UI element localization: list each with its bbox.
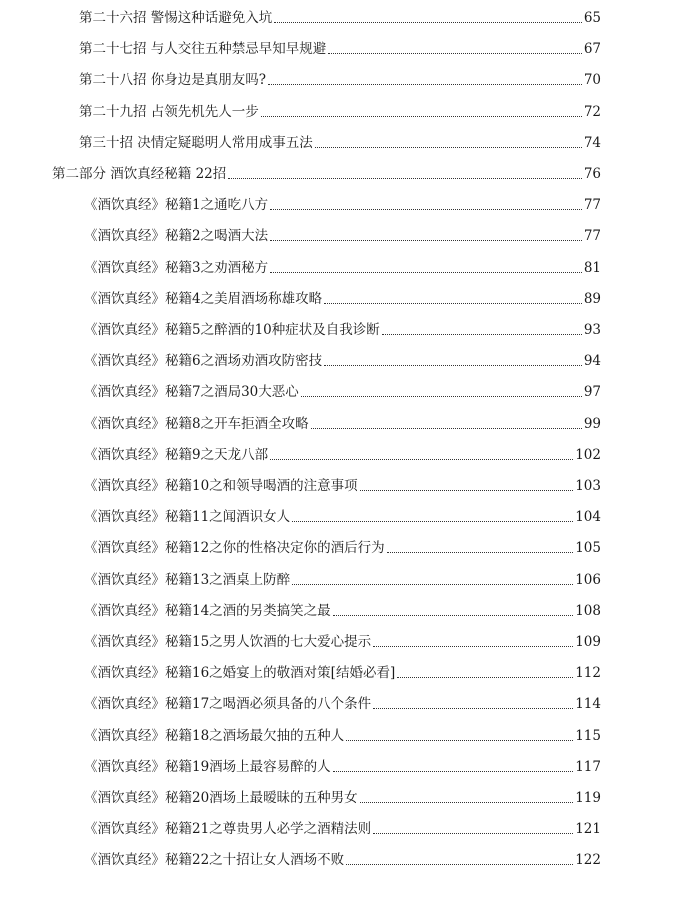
toc-dot-leader (261, 116, 582, 117)
toc-entry-title: 第二十八招 你身边是真朋友吗? (79, 72, 267, 89)
toc-entry-page-number: 105 (575, 540, 601, 557)
toc-dot-leader (360, 490, 574, 491)
toc-entry[interactable] (84, 504, 601, 526)
toc-entry-page-number: 115 (575, 727, 601, 744)
toc-dot-leader (346, 740, 573, 741)
toc-entry-title: 第二十六招 警惕这种话避免入坑 (79, 10, 273, 26)
toc-entry[interactable] (84, 192, 601, 214)
toc-dot-leader (373, 708, 573, 709)
toc-entry[interactable] (84, 691, 601, 713)
toc-dot-leader (324, 303, 582, 304)
toc-entry[interactable] (84, 535, 601, 557)
toc-entry-page-number: 121 (575, 821, 601, 838)
toc-entry[interactable] (84, 785, 601, 807)
toc-dot-leader (315, 147, 582, 148)
toc-entry-page-number: 106 (575, 571, 601, 588)
toc-entry-page-number: 97 (583, 384, 601, 401)
toc-entry[interactable] (84, 317, 601, 339)
toc-entry[interactable] (84, 348, 601, 370)
toc-dot-leader (373, 833, 573, 834)
toc-entry[interactable] (79, 99, 601, 121)
toc-entry[interactable] (84, 598, 601, 620)
toc-entry-title: 《酒饮真经》秘籍5之醉酒的10种症状及自我诊断 (84, 322, 380, 338)
toc-entry[interactable] (84, 660, 601, 682)
toc-entry-page-number: 119 (575, 790, 601, 806)
toc-entry[interactable] (79, 67, 601, 89)
toc-entry-title: 《酒饮真经》秘籍7之酒局30大恶心 (84, 384, 299, 401)
toc-dot-leader (360, 802, 574, 803)
toc-entry[interactable] (84, 723, 601, 745)
toc-entry-page-number: 77 (583, 197, 601, 214)
toc-entry-title: 《酒饮真经》秘籍13之酒桌上防醉 (84, 571, 291, 588)
toc-entry-title: 《酒饮真经》秘籍21之尊贵男人必学之酒精法则 (84, 821, 372, 838)
toc-entry-page-number: 117 (575, 758, 601, 775)
toc-entry-title: 《酒饮真经》秘籍10之和领导喝酒的注意事项 (84, 478, 358, 494)
toc-entry-title: 《酒饮真经》秘籍6之酒场劝酒攻防密技 (84, 353, 323, 370)
toc-entry-page-number: 109 (575, 634, 601, 650)
toc-entry[interactable] (84, 442, 601, 464)
toc-entry[interactable] (84, 379, 601, 401)
toc-dot-leader (292, 521, 573, 522)
toc-entry-page-number: 81 (583, 259, 601, 276)
toc-entry-title: 《酒饮真经》秘籍14之酒的另类搞笑之最 (84, 602, 331, 619)
toc-dot-leader (270, 240, 582, 241)
toc-entry[interactable] (84, 286, 601, 308)
toc-entry[interactable] (52, 161, 601, 183)
toc-entry-title: 《酒饮真经》秘籍22之十招让女人酒场不败 (84, 852, 345, 869)
toc-dot-leader (333, 615, 574, 616)
toc-dot-leader (324, 365, 582, 366)
toc-entry-title: 《酒饮真经》秘籍19酒场上最容易醉的人 (84, 758, 331, 775)
toc-entry-title: 《酒饮真经》秘籍11之闻酒识女人 (84, 509, 291, 526)
toc-entry-title: 《酒饮真经》秘籍18之酒场最欠抽的五种人 (84, 727, 345, 744)
toc-entry-page-number: 112 (575, 665, 601, 682)
toc-dot-leader (382, 334, 582, 335)
toc-entry-page-number: 65 (583, 10, 601, 26)
toc-entry-title: 《酒饮真经》秘籍16之婚宴上的敬酒对策[结婚必看] (84, 665, 396, 682)
toc-entry-title: 《酒饮真经》秘籍15之男人饮酒的七大爱心提示 (84, 634, 372, 650)
toc-dot-leader (346, 864, 573, 865)
toc-dot-leader (328, 53, 582, 54)
toc-dot-leader (301, 396, 582, 397)
toc-entry-page-number: 94 (583, 353, 601, 370)
toc-entry-title: 《酒饮真经》秘籍1之通吃八方 (84, 197, 269, 214)
toc-entry[interactable] (84, 255, 601, 277)
toc-entry-title: 第二十九招 占领先机先人一步 (79, 103, 259, 120)
toc-entry-title: 《酒饮真经》秘籍17之喝酒必须具备的八个条件 (84, 696, 372, 713)
toc-dot-leader (387, 552, 574, 553)
toc-entry[interactable] (84, 816, 601, 838)
toc-entry-title: 《酒饮真经》秘籍2之喝酒大法 (84, 228, 269, 245)
toc-entry[interactable] (84, 629, 601, 651)
toc-entry-title: 《酒饮真经》秘籍9之天龙八部 (84, 446, 269, 463)
toc-entry[interactable] (84, 567, 601, 589)
toc-entry-page-number: 114 (575, 696, 601, 713)
toc-entry[interactable] (79, 130, 601, 152)
toc-dot-leader (292, 584, 573, 585)
toc-entry-title: 第二部分 酒饮真经秘籍 22招 (52, 166, 227, 182)
toc-entry-page-number: 122 (575, 852, 601, 869)
toc-dot-leader (311, 428, 582, 429)
toc-dot-leader (373, 646, 573, 647)
toc-entry[interactable] (79, 36, 601, 58)
toc-dot-leader (228, 178, 582, 179)
toc-entry-page-number: 67 (583, 41, 601, 58)
toc-dot-leader (270, 209, 582, 210)
toc-entry[interactable] (84, 754, 601, 776)
toc-entry-title: 第二十七招 与人交往五种禁忌早知早规避 (79, 41, 327, 58)
toc-entry[interactable] (84, 223, 601, 245)
toc-entry-page-number: 74 (583, 134, 601, 151)
toc-entry[interactable] (79, 5, 601, 27)
toc-entry-title: 《酒饮真经》秘籍20酒场上最暧昧的五种男女 (84, 790, 358, 806)
toc-entry-page-number: 77 (583, 228, 601, 245)
toc-entry-page-number: 99 (583, 415, 601, 432)
toc-entry-title: 第三十招 决情定疑聪明人常用成事五法 (79, 134, 313, 151)
toc-entry-page-number: 76 (583, 166, 601, 182)
toc-entry-page-number: 93 (583, 322, 601, 338)
toc-entry[interactable] (84, 847, 601, 869)
toc-entry-title: 《酒饮真经》秘籍12之你的性格决定你的酒后行为 (84, 540, 385, 557)
toc-dot-leader (270, 272, 582, 273)
toc-entry-page-number: 70 (583, 72, 601, 89)
toc-dot-leader (268, 84, 582, 85)
toc-entry[interactable] (84, 411, 601, 433)
toc-entry-page-number: 102 (575, 446, 601, 463)
toc-entry-page-number: 72 (583, 103, 601, 120)
toc-entry-page-number: 104 (575, 509, 601, 526)
toc-dot-leader (397, 677, 573, 678)
toc-dot-leader (274, 22, 582, 23)
toc-entry-title: 《酒饮真经》秘籍8之开车拒酒全攻略 (84, 415, 309, 432)
toc-entry[interactable] (84, 473, 601, 495)
toc-entry-page-number: 108 (575, 602, 601, 619)
toc-entry-title: 《酒饮真经》秘籍3之劝酒秘方 (84, 259, 269, 276)
toc-dot-leader (333, 771, 574, 772)
toc-entry-page-number: 103 (575, 478, 601, 494)
toc-entry-title: 《酒饮真经》秘籍4之美眉酒场称雄攻略 (84, 290, 323, 307)
toc-entry-page-number: 89 (583, 290, 601, 307)
toc-dot-leader (270, 459, 573, 460)
